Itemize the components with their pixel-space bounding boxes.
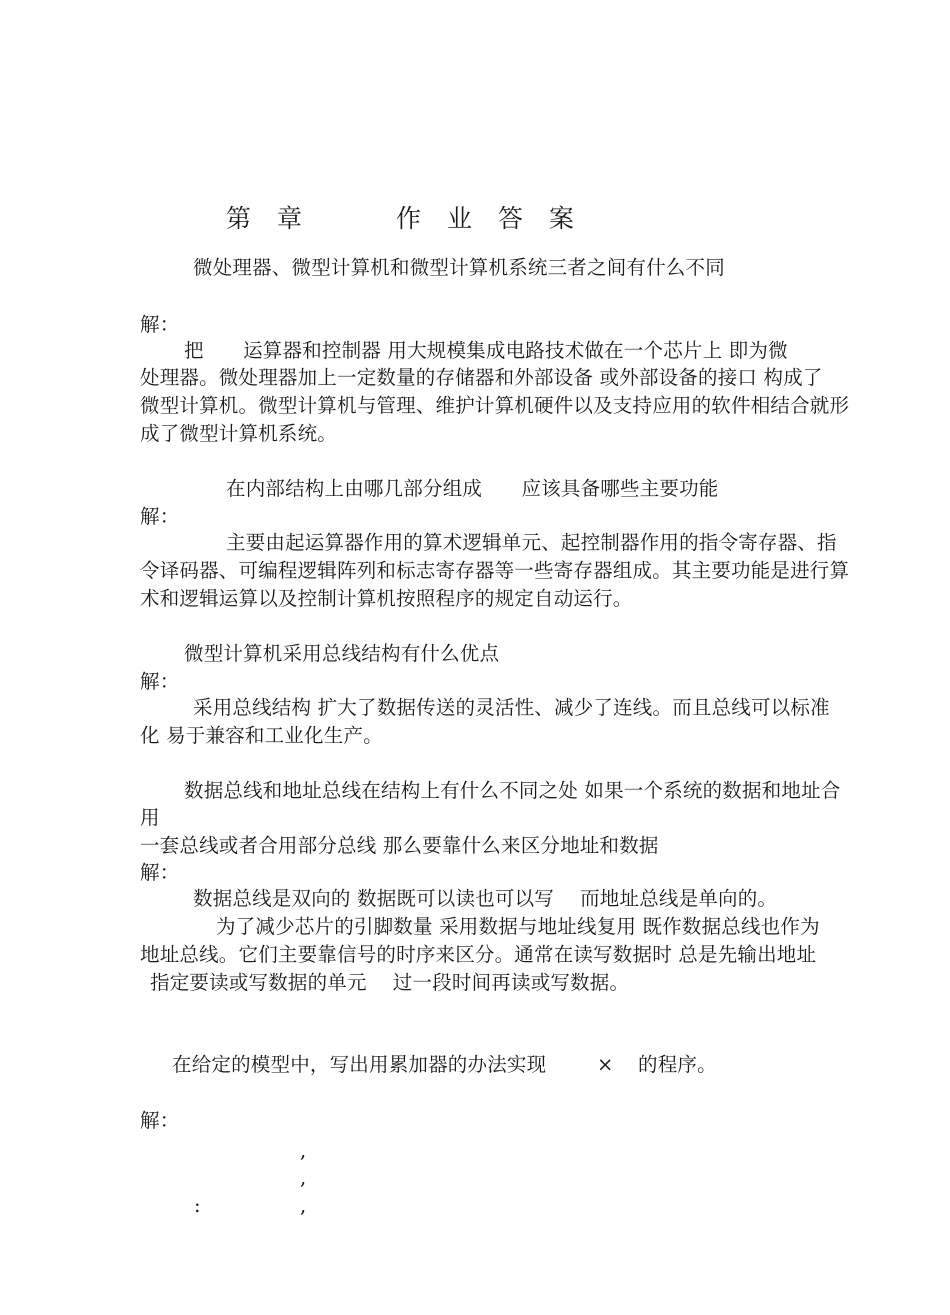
code-mark-1: ,	[300, 1139, 307, 1162]
question-5-right: 的程序。	[638, 1053, 717, 1076]
question-2: 在内部结构上由哪几部分组成 应该具备哪些主要功能	[226, 477, 719, 500]
question-5-left: 在给定的模型中，写出用累加器的办法实现	[172, 1053, 547, 1076]
code-mark-4: ,	[300, 1194, 307, 1217]
question-4-line-1: 数据总线和地址总线在结构上有什么不同之处 如果一个系统的数据和地址合	[184, 779, 841, 802]
chapter-title-left: 第 章	[226, 204, 311, 233]
answer-4-line-1: 数据总线是双向的 数据既可以读也可以写 而地址总线是单向的。	[193, 887, 778, 910]
answer-label-1: 解：	[140, 313, 180, 336]
answer-2-line-2: 令译码器、可编程逻辑阵列和标志寄存器等一些寄存器组成。其主要功能是进行算	[140, 559, 850, 582]
answer-4-line-4: 指定要读或写数据的单元 过一段时间再读或写数据。	[150, 971, 630, 994]
answer-2-line-1: 主要由起运算器作用的算术逻辑单元、起控制器作用的指令寄存器、指	[226, 531, 837, 554]
answer-4-line-2: 为了减少芯片的引脚数量 采用数据与地址线复用 既作数据总线也作为	[216, 915, 820, 938]
answer-1-line-3: 微型计算机。微型计算机与管理、维护计算机硬件以及支持应用的软件相结合就形	[140, 394, 850, 417]
question-5-times-sign: ×	[597, 1053, 614, 1076]
code-mark-3: :	[194, 1194, 201, 1217]
answer-label-5: 解：	[140, 1109, 180, 1132]
answer-label-3: 解：	[140, 670, 180, 693]
answer-3-line-2: 化 易于兼容和工业化生产。	[140, 724, 383, 747]
answer-2-line-3: 术和逻辑运算以及控制计算机按照程序的规定自动运行。	[140, 587, 633, 610]
code-mark-2: ,	[300, 1166, 307, 1189]
answer-1-line-1: 把 运算器和控制器 用大规模集成电路技术做在一个芯片上 即为微	[184, 339, 788, 362]
answer-label-4: 解：	[140, 861, 180, 884]
question-4-line-3: 一套总线或者合用部分总线 那么要靠什么来区分地址和数据	[140, 834, 659, 857]
question-3: 微型计算机采用总线结构有什么优点	[184, 642, 500, 665]
answer-3-line-1: 采用总线结构 扩大了数据传送的灵活性、减少了连线。而且总线可以标准	[193, 696, 830, 719]
answer-1-line-4: 成了微型计算机系统。	[140, 422, 338, 445]
question-1: 微处理器、微型计算机和微型计算机系统三者之间有什么不同	[193, 256, 725, 279]
question-4-line-2: 用	[140, 806, 160, 829]
answer-1-line-2: 处理器。微处理器加上一定数量的存储器和外部设备 或外部设备的接口 构成了	[140, 366, 823, 389]
answer-label-2: 解：	[140, 505, 180, 528]
answer-4-line-3: 地址总线。它们主要靠信号的时序来区分。通常在读写数据时 总是先输出地址	[140, 943, 817, 966]
chapter-title-right: 作 业 答 案	[396, 204, 583, 233]
